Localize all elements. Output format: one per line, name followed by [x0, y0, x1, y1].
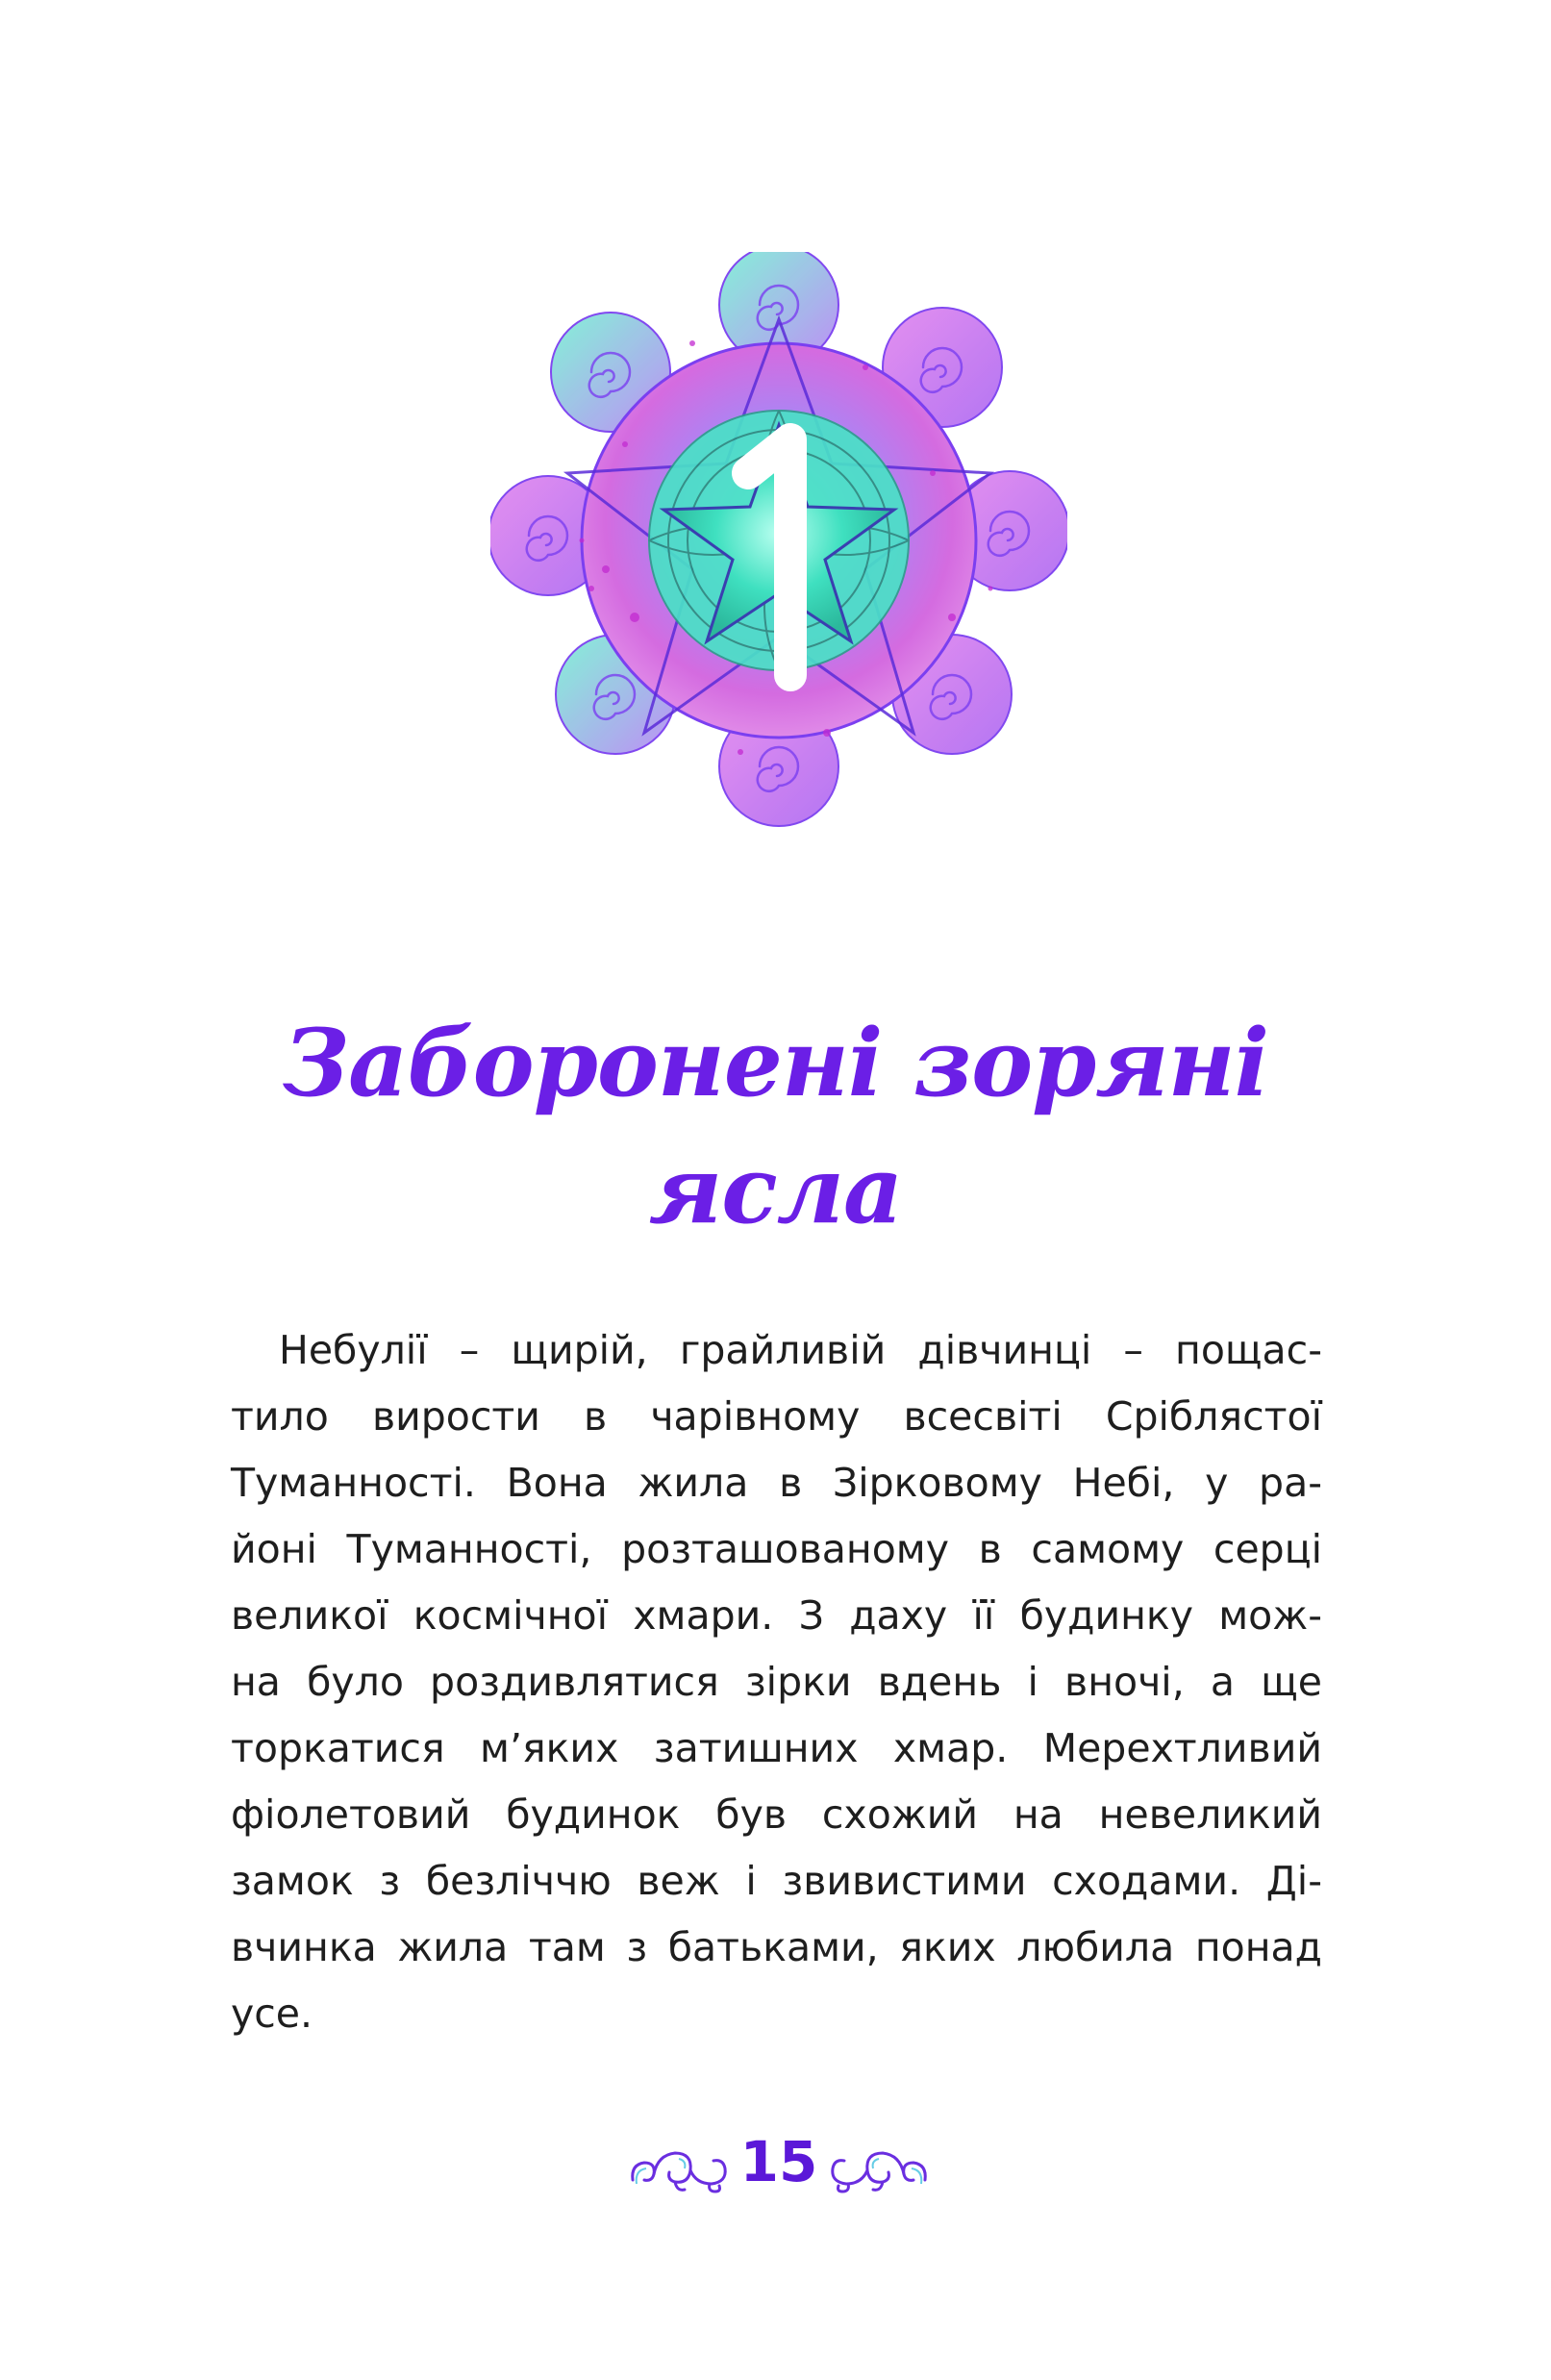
mandala-emblem-icon: [490, 252, 1067, 829]
text-line: на було роздивлятися зірки вдень і вночі, а ще: [231, 1659, 1322, 1705]
chapter-body: [231, 1317, 1322, 2047]
text-line: усе.: [231, 1991, 313, 2037]
chapter-number: 1: [490, 252, 491, 253]
swirl-ornament-left-icon: [625, 2142, 736, 2195]
chapter-title: [154, 1000, 1397, 1254]
swirl-ornament-right-icon: [822, 2142, 933, 2195]
paragraph: [231, 1317, 1322, 2047]
text-line: Небулії – щирій, грайливій дівчинці – пощас-: [279, 1327, 1322, 1373]
page-footer: [0, 2120, 1551, 2207]
chapter-emblem: [490, 252, 1067, 829]
text-line: вчинка жила там з батьками, яких любила понад: [231, 1924, 1322, 1970]
chapter-title-line-1: Заборонені зоряні: [282, 1009, 1269, 1117]
page-number: 15: [739, 2129, 818, 2194]
chapter-title-line-2: ясла: [648, 1136, 903, 1244]
text-line: фіолетовий будинок був схожий на невеликий: [231, 1791, 1322, 1838]
text-line: великої космічної хмари. З даху її будинку мож-: [231, 1592, 1322, 1639]
text-line: йоні Туманності, розташованому в самому серці: [231, 1526, 1322, 1572]
text-line: замок з безліччю веж і звивистими сходами. Ді-: [231, 1858, 1322, 1904]
text-line: торкатися м’яких затишних хмар. Мерехтливий: [231, 1725, 1322, 1771]
text-line: тило вирости в чарівному всесвіті Сріблястої: [231, 1393, 1322, 1440]
text-line: Туманності. Вона жила в Зірковому Небі, у ра-: [231, 1460, 1322, 1506]
